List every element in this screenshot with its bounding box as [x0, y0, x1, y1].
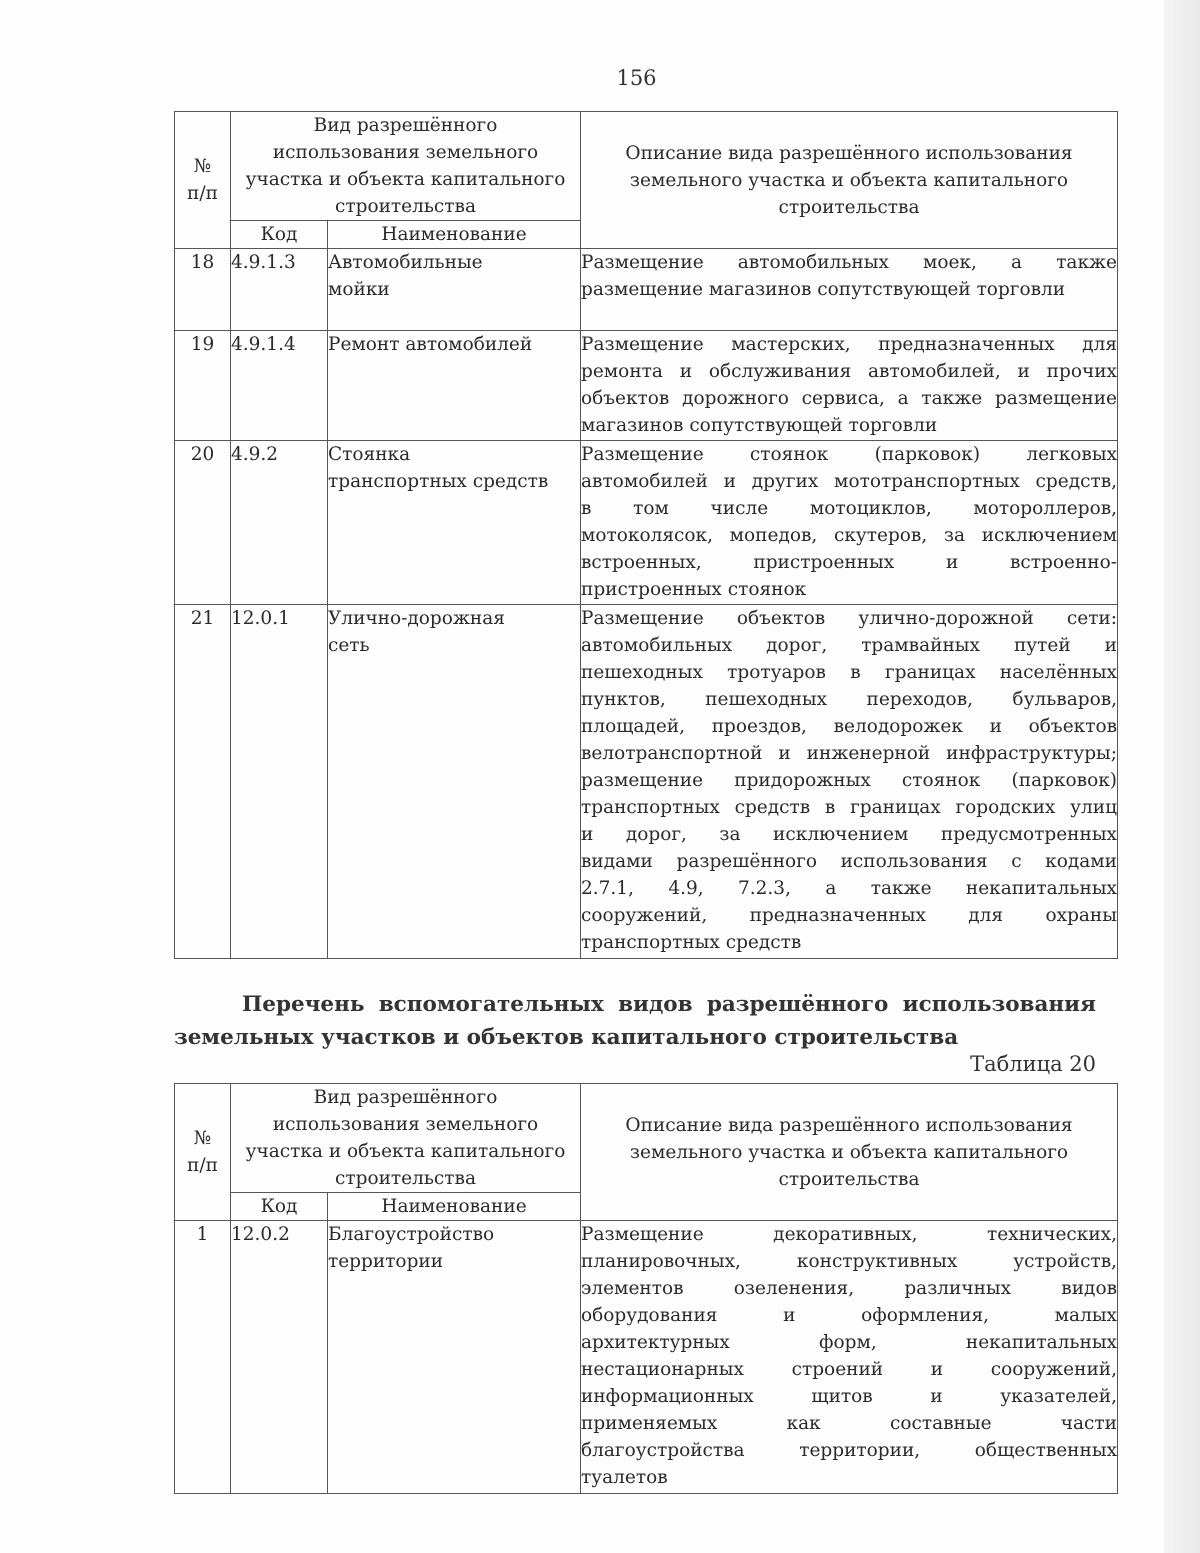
land-use-table-auxiliary	[174, 1083, 1118, 1494]
row-name: Стоянка транспортных средств	[328, 441, 581, 605]
table-row	[175, 605, 1118, 959]
table-row	[175, 1221, 1118, 1494]
row-name: Автомобильные мойки	[328, 249, 581, 331]
row-code: 4.9.1.3	[231, 249, 328, 331]
header-desc: Описание вида разрешённого использования земельного участка и объекта капитального строительства	[581, 112, 1118, 249]
header-code: Код	[231, 1193, 328, 1221]
row-num: 20	[175, 441, 231, 605]
row-description: Размещение стоянок (парковок) легковых автомобилей и других мототранспортных средств, в том числе мотоциклов, мотороллеров, мотоколясок, мопедов, скутеров, за исключением встроенных, пристроенных и встроенно- пристроенных стоянок	[581, 441, 1118, 605]
table-row	[175, 249, 1118, 331]
table-label: Таблица 20	[970, 1052, 1096, 1076]
row-name: Ремонт автомобилей	[328, 331, 581, 441]
row-num: 19	[175, 331, 231, 441]
page-number: 156	[616, 66, 657, 90]
row-code: 4.9.1.4	[231, 331, 328, 441]
heading-line-1: Перечень вспомогательных видов разрешённого использования	[242, 992, 1096, 1017]
row-description: Размещение автомобильных моек, а также размещение магазинов сопутствующей торговли	[581, 249, 1118, 331]
row-num: 21	[175, 605, 231, 959]
row-description: Размещение мастерских, предназначенных для ремонта и обслуживания автомобилей, и прочих объектов дорожного сервиса, а также размещение магазинов сопутствующей торговли	[581, 331, 1118, 441]
header-name: Наименование	[328, 1193, 581, 1221]
row-num: 18	[175, 249, 231, 331]
table-row	[175, 331, 1118, 441]
row-num: 1	[175, 1221, 231, 1494]
header-code: Код	[231, 221, 328, 249]
land-use-table-main	[174, 111, 1118, 959]
row-description: Размещение декоративных, технических, планировочных, конструктивных устройств, элементов озеленения, различных видов оборудования и оформления, малых архитектурных форм, некапитальных нестационарных строений и сооружений, информационных щитов и указателей, применяемых как составные части благоустройства территории, общественных туалетов	[581, 1221, 1118, 1494]
header-desc: Описание вида разрешённого использования земельного участка и объекта капитального строительства	[581, 1084, 1118, 1221]
heading-line-2: земельных участков и объектов капитального строительства	[174, 1025, 959, 1050]
row-code: 12.0.2	[231, 1221, 328, 1494]
row-name: Благоустройство территории	[328, 1221, 581, 1494]
row-name: Улично-дорожная сеть	[328, 605, 581, 959]
section-heading	[174, 988, 1096, 1054]
row-code: 4.9.2	[231, 441, 328, 605]
header-num: № п/п	[175, 1084, 231, 1221]
header-num: № п/п	[175, 112, 231, 249]
row-code: 12.0.1	[231, 605, 328, 959]
header-vid: Вид разрешённого использования земельного участка и объекта капитального строительства	[231, 112, 581, 221]
row-description: Размещение объектов улично-дорожной сети: автомобильных дорог, трамвайных путей и пешеходных тротуаров в границах населённых пунктов, пешеходных переходов, бульваров, площадей, проездов, велодорожек и объектов велотранспортной и инженерной инфраструктуры; размещение придорожных стоянок (парковок) транспортных средств в границах городских улиц и дорог, за исключением предусмотренных видами разрешённого использования с кодами 2.7.1, 4.9, 7.2.3, а также некапитальных сооружений, предназначенных для охраны транспортных средств	[581, 605, 1118, 959]
table-row	[175, 441, 1118, 605]
scan-edge	[1164, 0, 1200, 1553]
header-name: Наименование	[328, 221, 581, 249]
header-vid: Вид разрешённого использования земельного участка и объекта капитального строительства	[231, 1084, 581, 1193]
